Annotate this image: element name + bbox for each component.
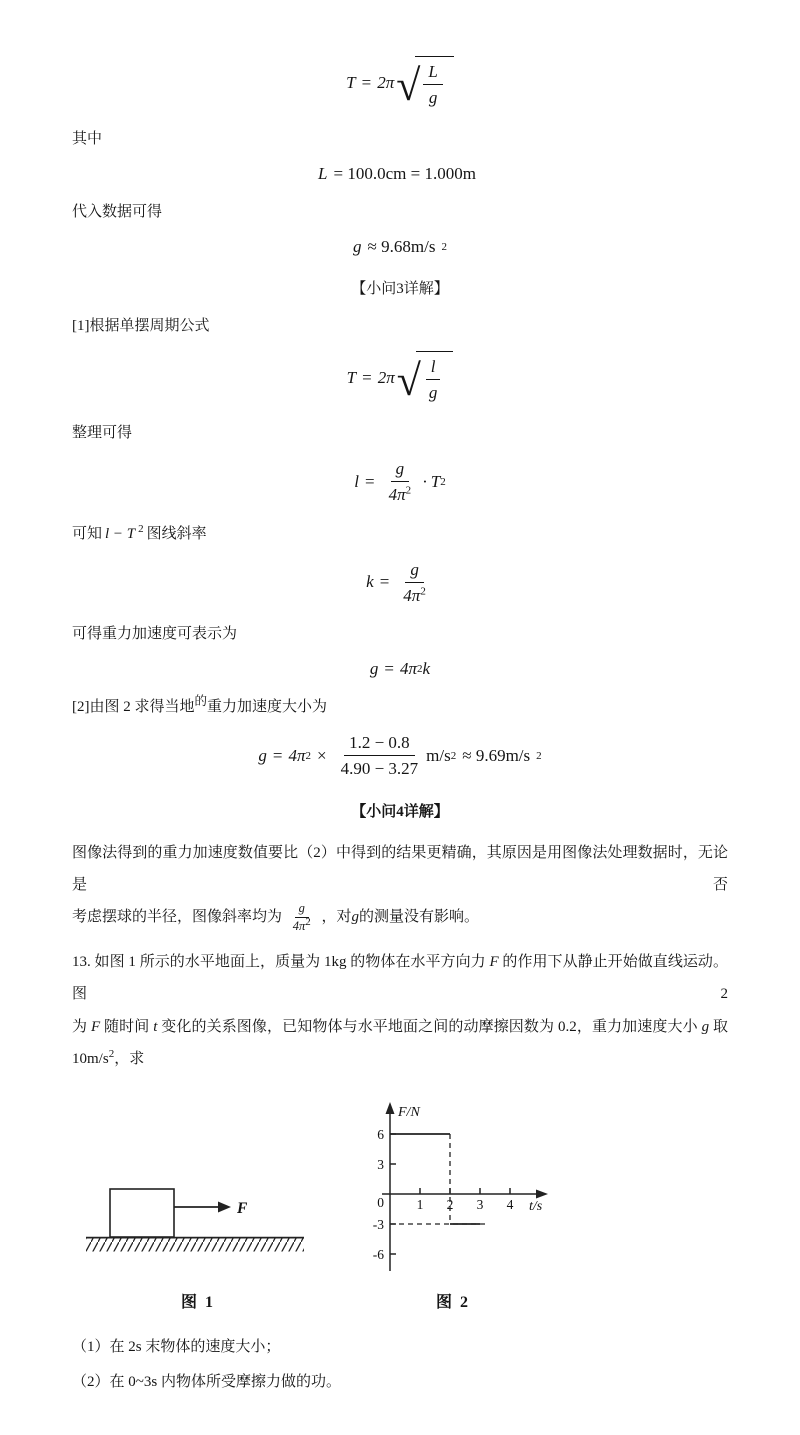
step2-text-a: 由图 2 求得当地	[89, 699, 195, 715]
x-tick-label-1: 1	[416, 1197, 424, 1213]
exponent: 2	[405, 484, 412, 497]
slope-prefix: 可知	[72, 525, 103, 542]
equals-sign: =	[364, 471, 375, 491]
fraction	[424, 356, 443, 404]
x-tick-label-2: 2	[446, 1197, 454, 1213]
var-k: k	[422, 659, 431, 678]
explanation-line-2	[72, 901, 728, 934]
fraction-denominator	[384, 482, 417, 505]
equals-sign: =	[379, 572, 390, 592]
var-g: g	[701, 1018, 710, 1035]
fraction-denominator: g	[428, 382, 438, 402]
radicand	[415, 56, 453, 111]
equals-sign: =	[362, 367, 372, 387]
fraction-numerator: g	[295, 901, 309, 918]
figure-2	[338, 1099, 568, 1312]
fraction	[384, 458, 417, 506]
y-tick-label-neg3: -3	[372, 1217, 384, 1233]
q13-text: ，求	[114, 1050, 145, 1067]
var-t: t	[153, 1018, 158, 1035]
slope-math: l − T	[105, 525, 136, 542]
approx-result: ≈ 9.69m/s	[462, 745, 531, 765]
coefficient-4pi: 4π	[400, 659, 418, 678]
sub-question-2: （2）在 0~3s 内物体所受摩擦力做的功。	[72, 1373, 341, 1390]
figure-1-caption: 图 1	[180, 1294, 215, 1312]
den-base: 4π	[292, 919, 306, 934]
formula-g-approx: g ≈ 9.68m/s 2	[353, 236, 447, 256]
question-13	[72, 946, 728, 1075]
formula-slope-k	[72, 559, 728, 607]
text-g-expression: 可得重力加速度可表示为	[72, 626, 238, 642]
exponent: 2	[305, 915, 311, 928]
var-g: g	[353, 236, 362, 256]
q13-text: 随时间	[100, 1018, 154, 1035]
fraction-numerator: g	[405, 559, 424, 583]
step2-text-b: 重力加速度大小为	[207, 699, 328, 715]
square-root: √ $\frac{L}{g}$	[396, 56, 454, 111]
var-g: g	[258, 745, 267, 765]
fraction-numerator: L	[423, 61, 442, 85]
q13-text: 的作用下从静止开始做直线运动。图 2	[72, 954, 728, 1003]
exponent: 2	[108, 1047, 115, 1060]
fraction-denominator	[289, 915, 315, 934]
multiply-sign: ×	[316, 745, 327, 765]
q13-line-3	[72, 1043, 728, 1075]
fraction-numerator: l	[426, 356, 441, 380]
slope-suffix: 图线斜率	[146, 525, 207, 542]
exponent: 2	[420, 585, 426, 598]
equals-sign: =	[384, 659, 394, 678]
formula-g-from-k: g = 4π 2 k	[369, 659, 431, 678]
figure-2-caption: 图 2	[435, 1294, 470, 1312]
fraction	[336, 732, 424, 780]
coefficient-2pi: 2π	[377, 73, 395, 93]
y-tick-label-neg6: -6	[372, 1247, 384, 1263]
approx-value: ≈ 9.68m/s	[367, 236, 436, 256]
figure-1-drawing	[84, 1177, 312, 1279]
q13-unit: 10m/s	[72, 1050, 109, 1067]
step2-raised-char: 的	[194, 694, 208, 708]
ground-hatching	[86, 1239, 304, 1252]
figure-2-graph	[338, 1099, 568, 1279]
var-l: l	[354, 471, 359, 491]
step2-intro	[72, 695, 728, 716]
slope-note	[72, 522, 728, 543]
text-rearrange: 整理可得	[72, 425, 133, 441]
q13-line-2	[72, 1011, 728, 1043]
formula-length-value	[72, 164, 728, 184]
var-g: g	[351, 909, 360, 925]
var-F: F	[90, 1018, 101, 1035]
q13-text: 13. 如图 1 所示的水平地面上，质量为 1kg 的物体在水平方向力	[72, 954, 490, 971]
sub-question-1: （1）在 2s 末物体的速度大小；	[72, 1339, 281, 1356]
dot-operator: ·	[422, 471, 428, 491]
var-L: L	[318, 163, 328, 183]
y-tick-label-6: 6	[377, 1127, 384, 1143]
equals-sign: =	[272, 745, 283, 765]
fraction	[398, 559, 431, 607]
length-equality: = 100.0cm = 1.000m	[333, 163, 476, 183]
text-wherein: 其中	[72, 130, 103, 147]
explanation-text-b: ，对	[321, 909, 352, 925]
q13-line-1	[72, 946, 728, 1011]
fraction-numerator: 1.2 − 0.8	[344, 732, 415, 756]
x-axis-arrowhead-icon	[536, 1190, 548, 1199]
den-base: 4π	[403, 585, 421, 605]
var-T: T	[430, 471, 441, 491]
force-label: F	[237, 1200, 248, 1218]
y-tick-label-3: 3	[377, 1157, 384, 1173]
step1-tag: [1]	[72, 317, 90, 334]
formula-pendulum-period-l	[72, 351, 728, 406]
inline-fraction	[289, 901, 315, 934]
den-base: 4π	[388, 485, 406, 505]
exponent: 2	[138, 522, 144, 535]
q13-text: 为	[72, 1018, 91, 1035]
fraction-numerator: g	[391, 458, 410, 482]
var-T: T	[346, 367, 357, 387]
coefficient-4pi: 4π	[288, 745, 306, 765]
force-arrowhead-icon	[218, 1202, 231, 1213]
var-F: F	[489, 954, 499, 971]
x-tick-label-3: 3	[476, 1197, 484, 1213]
fraction	[423, 61, 442, 109]
block	[110, 1189, 174, 1237]
figure-1	[84, 1177, 312, 1312]
fraction-denominator	[398, 583, 431, 606]
fraction-denominator: g	[428, 88, 438, 108]
y-axis-arrowhead-icon	[386, 1102, 395, 1114]
fraction-denominator: 4.90 − 3.27	[340, 759, 419, 779]
var-g: g	[369, 659, 379, 678]
sub-questions	[72, 1330, 728, 1399]
section-header-subq3: 【小问3详解】	[351, 280, 449, 297]
formula-g-calculation: g = 4π 2 × $\frac{1.2 - 0.8}{4.90 - 3.27}$ m/s 2 ≈ 9.69m/s 2	[258, 733, 542, 779]
explanation-text-c: 的测量没有影响。	[359, 909, 480, 925]
section-header-subq4: 【小问4详解】	[351, 803, 449, 820]
step1-intro	[72, 314, 728, 335]
radicand	[416, 351, 454, 406]
x-axis-label: t/s	[529, 1199, 543, 1215]
explanation-line-1: 图像法得到的重力加速度数值要比（2）中得到的结果更精确，其原因是用图像法处理数据时，无论是否	[72, 844, 728, 893]
figures	[84, 1099, 728, 1312]
q13-text: 取	[709, 1018, 728, 1035]
explanation-text-a: 考虑摆球的半径，图像斜率均为	[72, 909, 283, 925]
y-axis-label: F/N	[398, 1105, 420, 1121]
formula-l-expression: l = $\frac{g}{4\pi^2}$ · T 2	[354, 459, 446, 505]
text-substitute-data: 代入数据可得	[72, 203, 163, 220]
step2-tag: [2]	[72, 699, 90, 715]
var-k: k	[366, 572, 374, 592]
var-T: T	[346, 73, 356, 93]
q13-text: 变化的关系图像，已知物体与水平地面之间的动摩擦因数为 0.2，重力加速度大小	[157, 1018, 702, 1035]
y-tick-label-0: 0	[377, 1195, 384, 1211]
square-root: √ $\frac{l}{g}$	[397, 351, 454, 406]
equals-sign: =	[361, 73, 372, 93]
unit: m/s	[426, 745, 451, 765]
step1-text: 根据单摆周期公式	[89, 317, 210, 334]
coefficient-2pi: 2π	[377, 367, 395, 387]
formula-pendulum-period-L	[72, 56, 728, 111]
x-tick-label-4: 4	[506, 1197, 514, 1213]
